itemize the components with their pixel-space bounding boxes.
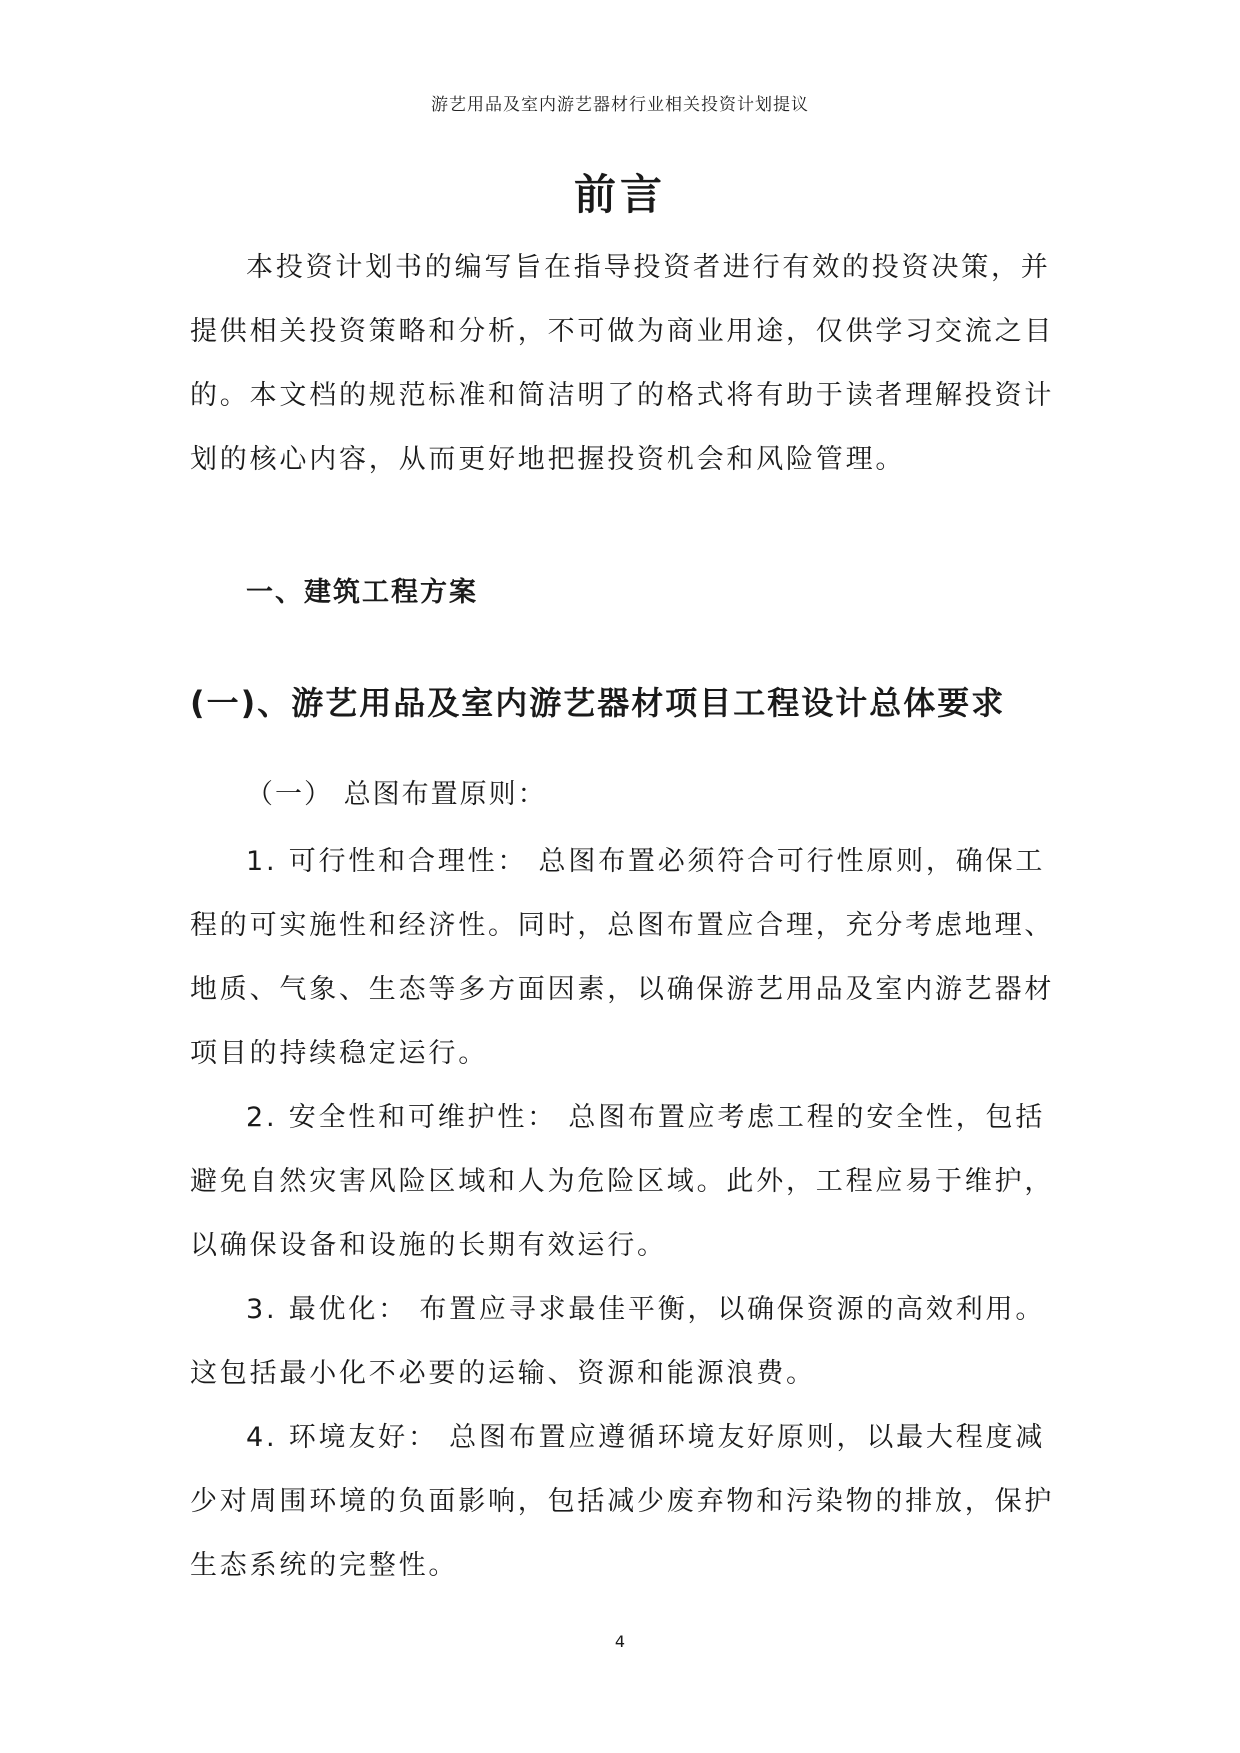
preface-body [190, 236, 1055, 492]
list-item: 4. 环境友好： 总图布置应遵循环境友好原则，以最大程度减少对周围环境的负面影响，包括减少废弃物和污染物的排放，保护生态系统的完整性。 [190, 1422, 1055, 1581]
running-header: 游艺用品及室内游艺器材行业相关投资计划提议 [431, 95, 809, 115]
subsection-heading: (一)、游艺用品及室内游艺器材项目工程设计总体要求 [190, 684, 1006, 722]
list-item: 2. 安全性和可维护性： 总图布置应考虑工程的安全性，包括避免自然灾害风险区域和人为危险区域。此外，工程应易于维护，以确保设备和设施的长期有效运行。 [190, 1102, 1055, 1261]
preface-paragraph: 本投资计划书的编写旨在指导投资者进行有效的投资决策，并提供相关投资策略和分析，不可做为商业用途，仅供学习交流之目的。本文档的规范标准和简洁明了的格式将有助于读者理解投资计划的核心内容，从而更好地把握投资机会和风险管理。 [190, 252, 1055, 475]
principles-list [190, 830, 1055, 1598]
page-number: 4 [614, 1632, 626, 1651]
page-title: 前言 [573, 170, 666, 219]
sub-subsection-heading: （一） 总图布置原则： [246, 779, 547, 810]
list-item: 1. 可行性和合理性： 总图布置必须符合可行性原则，确保工程的可实施性和经济性。同时，总图布置应合理，充分考虑地理、地质、气象、生态等多方面因素，以确保游艺用品及室内游艺器材项目的持续稳定运行。 [190, 846, 1055, 1069]
section-heading: 一、建筑工程方案 [246, 577, 478, 608]
list-item: 3. 最优化： 布置应寻求最佳平衡，以确保资源的高效利用。这包括最小化不必要的运输、资源和能源浪费。 [190, 1294, 1046, 1389]
